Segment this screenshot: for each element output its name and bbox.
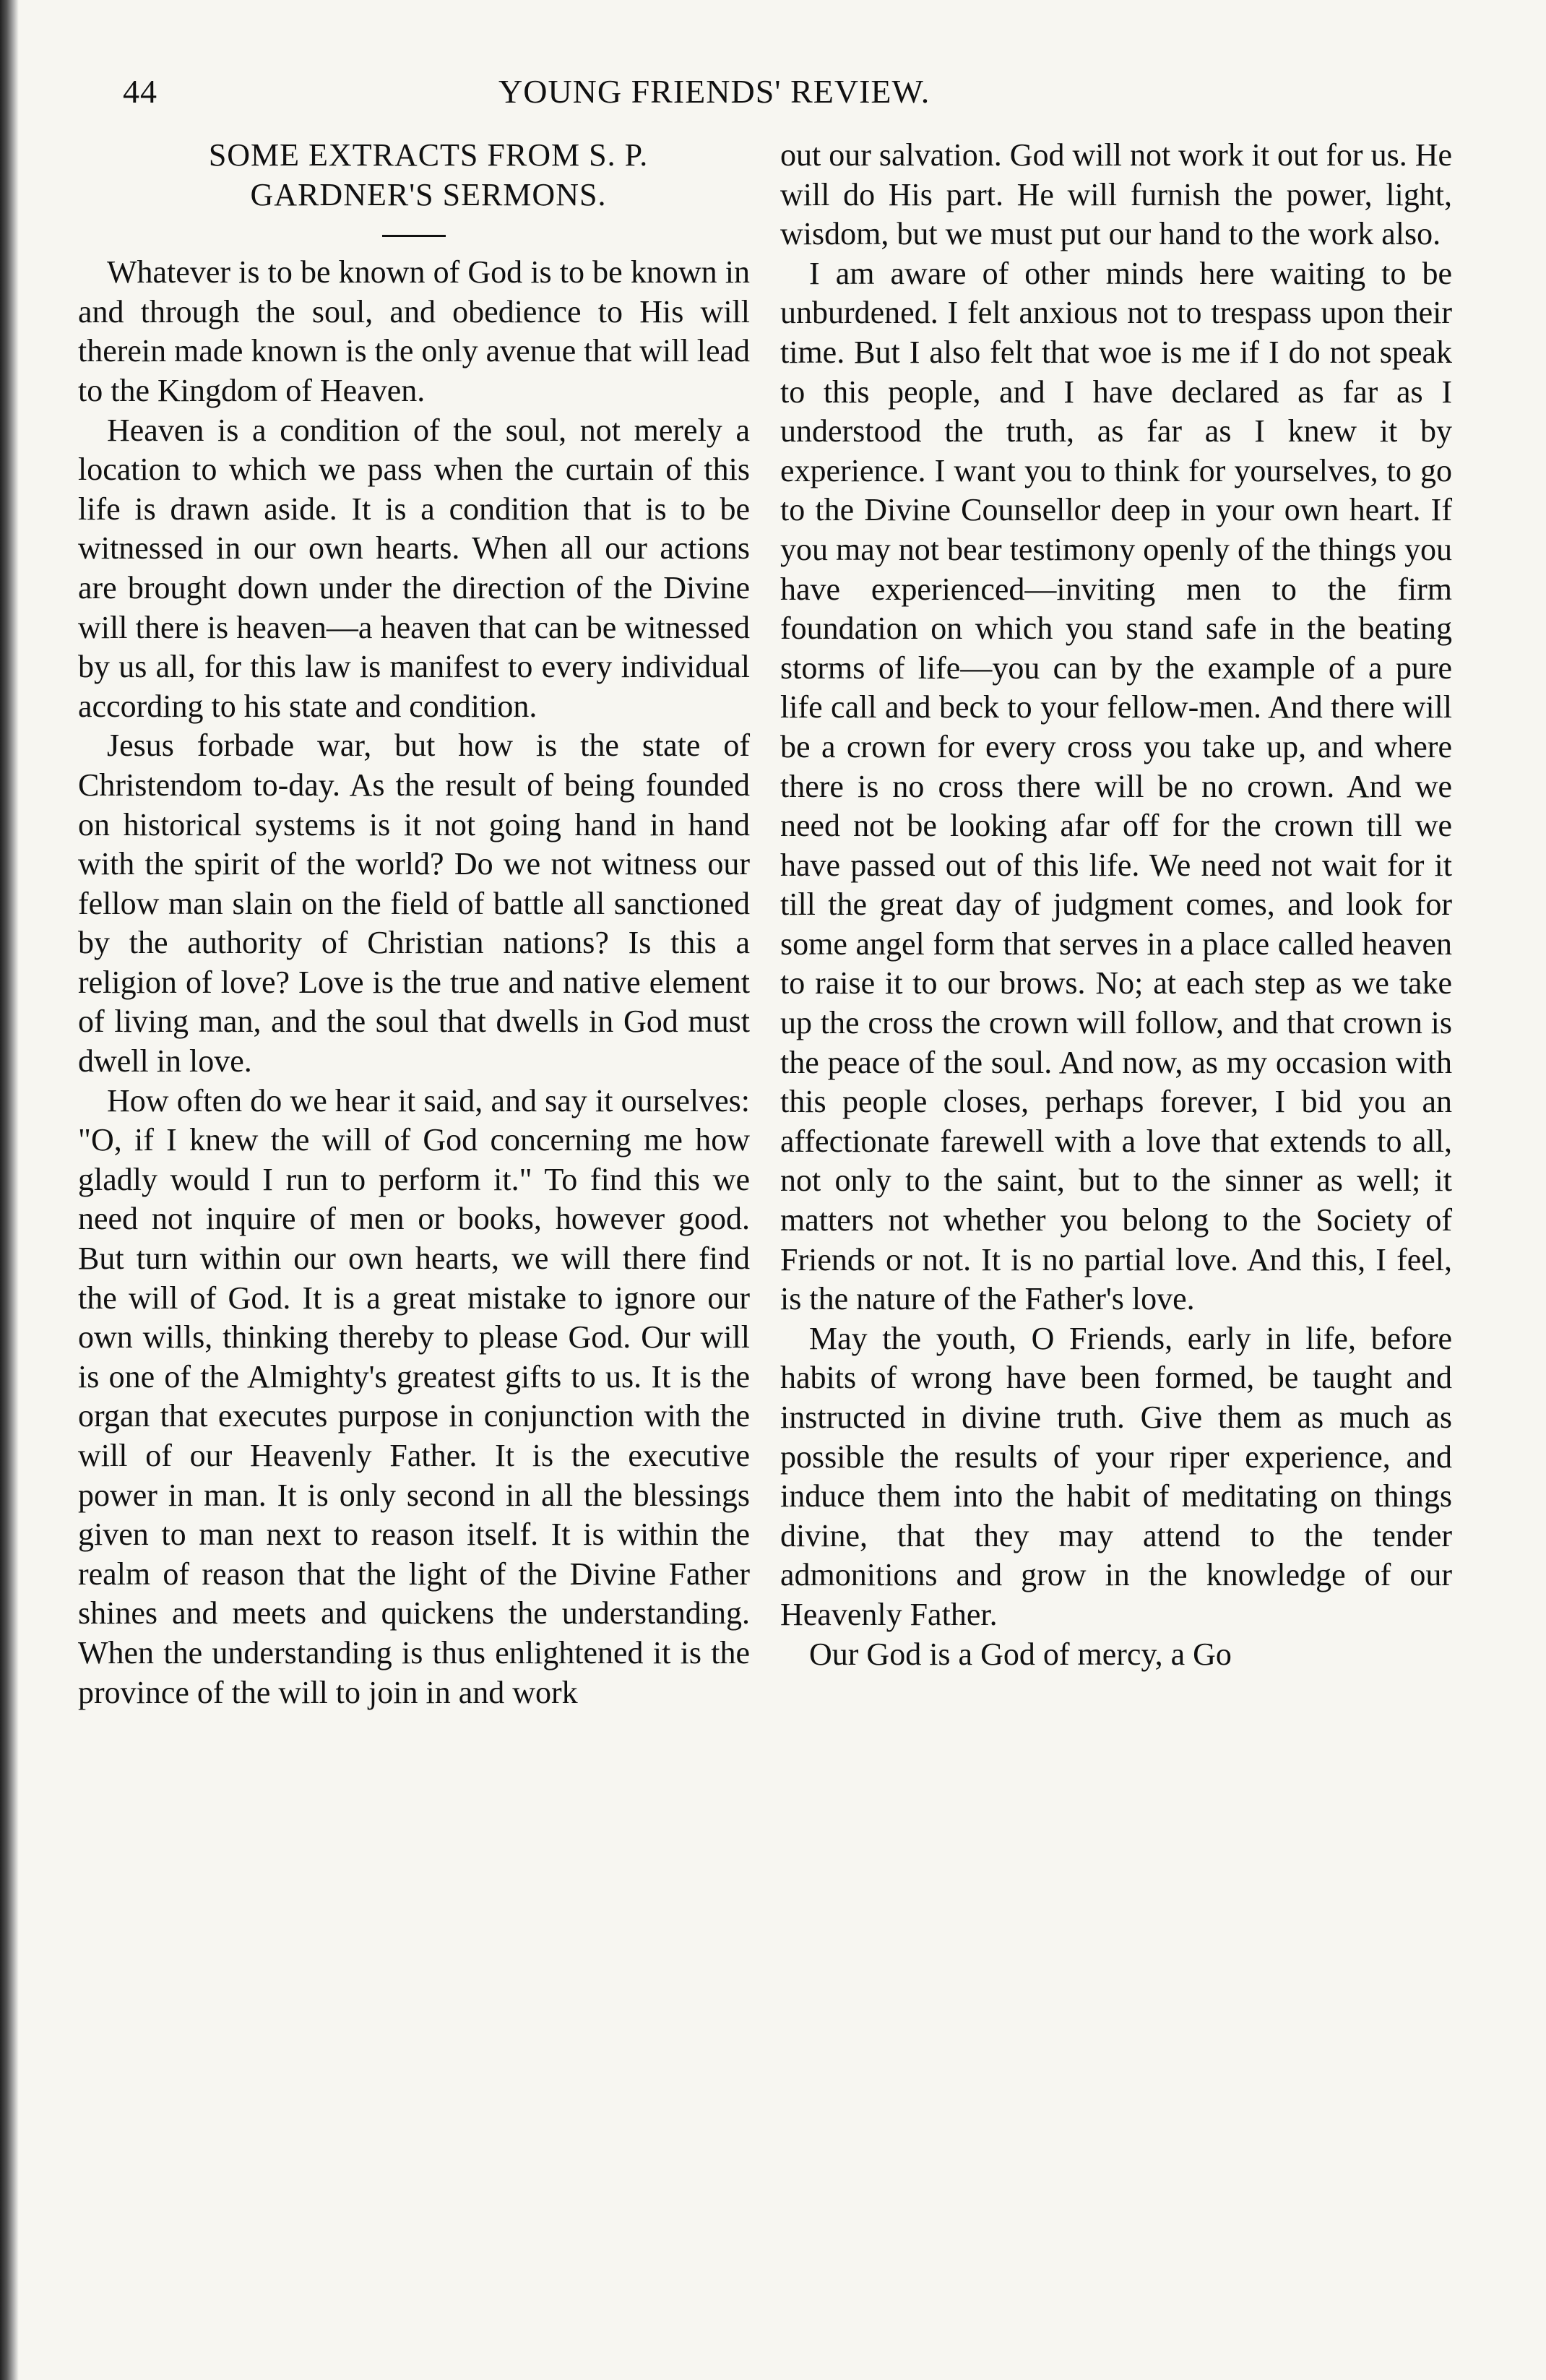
page-header bbox=[123, 72, 1495, 123]
paragraph: How often do we hear it said, and say it ourselves: "O, if I knew the will of God concerning me how gladly would I run to perform it." To find this we need not inquire of men or books, however good. But turn within our own hearts, we will there find the will of God. It is a great mistake to ignore our own wills, thinking thereby to please God. Our will is one of the Almighty's greatest gifts to us. It is the organ that executes purpose in conjunction with the will of our Heavenly Father. It is the executive power in man. It is only second in all the blessings given to man next to reason itself. It is within the realm of reason that the light of the Divine Father shines and meets and quickens the understanding. When the understanding is thus enlightened it is the province of the will to join in and work bbox=[78, 1082, 750, 1710]
scan-edge-shadow bbox=[0, 0, 19, 2380]
paragraph-continuation: out our salvation. God will not work it out for us. He will do His part. He will furnish the power, light, wisdom, but we must put our hand to the work also. bbox=[780, 137, 1453, 252]
paragraph: I am aware of other minds here waiting to be unburdened. I felt anxious not to trespass upon their time. But I also felt that woe is me if I do not speak to this people, and I have declared as far as I understood the truth, as far as I knew it by experience. I want you to think for yourselves, to go to the Divine Counsellor deep in your own heart. If you may not bear testimony openly of the things you have experienced—inviting men to the firm foundation on which you stand safe in the beating storms of life—you can by the example of a pure life call and beck to your fellow-men. And there will be a crown for every cross you take up, and where there is no cross there will be no crown. And we need not be looking afar off for the crown till we have passed out of this life. We need not wait for it till the great day of judgment comes, and look for some angel form that serves in a place called heaven to raise it to our brows. No; at each step as we take up the cross the crown will follow, and that crown is the peace of the soul. And now, as my occasion with this people closes, perhaps forever, I bid you an affectionate farewell with a love that extends to all, not only to the saint, but to the sinner as well; it matters not whether you belong to the Society of Friends or not. It is no partial love. And this, I feel, is the nature of the Father's love. bbox=[780, 255, 1452, 1317]
journal-title: YOUNG FRIENDS' REVIEW. bbox=[498, 73, 930, 110]
title-divider bbox=[382, 235, 446, 237]
right-column bbox=[780, 136, 1452, 1674]
paragraph: Heaven is a condition of the soul, not merely a location to which we pass when the curtain of this life is drawn aside. It is a condition that is to be witnessed in our own hearts. When all our actions are brought down under the direction of the Divine will there is heaven—a heaven that can be witnessed by us all, for this law is manifest to every individual according to his state and condition. bbox=[78, 412, 750, 724]
paragraph: Jesus forbade war, but how is the state of Christendom to-day. As the result of being founded on historical systems is it not going hand in hand with the spirit of the world? Do we not witness our fellow man slain on the field of battle all sanctioned by the authority of Christian nations? Is this a religion of love? Love is the true and native element of living man, and the soul that dwells in God must dwell in love. bbox=[78, 728, 750, 1079]
article-title-line-1: SOME EXTRACTS FROM S. P. bbox=[208, 137, 649, 173]
paragraph: Whatever is to be known of God is to be known in and through the soul, and obedience to His will therein made known is the only avenue that will lead to the Kingdom of Heaven. bbox=[78, 254, 750, 408]
article-title-line-2: GARDNER'S SERMONS. bbox=[250, 176, 607, 212]
left-column bbox=[78, 136, 750, 1712]
paragraph: Our God is a God of mercy, a Go bbox=[809, 1636, 1232, 1672]
page-number: 44 bbox=[123, 73, 157, 110]
paragraph: May the youth, O Friends, early in life, before habits of wrong have been formed, be taught and instructed in divine truth. Give them as much as possible the results of your riper experience, and induce them into the habit of meditating on things divine, that they may attend to the tender admonitions and grow in the knowledge of our Heavenly Father. bbox=[780, 1320, 1452, 1632]
